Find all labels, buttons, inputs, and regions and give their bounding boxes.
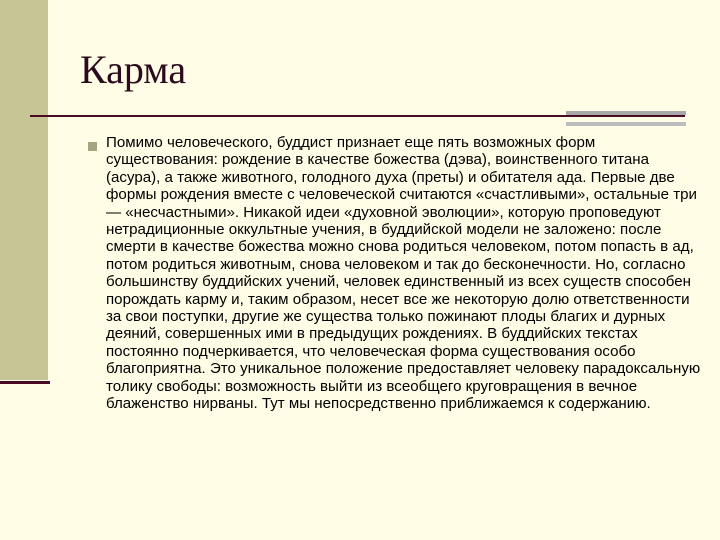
left-decorative-band	[0, 0, 48, 380]
slide-title: Карма	[80, 47, 187, 92]
divider-accent-bar	[566, 122, 686, 126]
divider-accent-bar	[626, 111, 686, 115]
bullet-square-icon	[88, 142, 97, 151]
slide-bullet-text: Помимо человеческого, буддист признает еще пять возможных форм существования: рождение в качестве божества (дэва), воинственного титана (асура), а также животного, голодного духа (преты) и обитателя ада. Первые две формы рождения вместе с человеческой считаются «счастливыми», остальные три — «несчастными». Никакой идеи «духовной эволюции», которую проповедуют нетрадиционные оккультные учения, в буддийской модели не заложено: после смерти в качестве божества можно снова родиться человеком, потом попасть в ад, потом родиться животным, снова человеком и так до бесконечности. Но, согласно большинству буддийских учений, человек единственный из всех существ способен порождать карму и, таким образом, несет все же некоторую долю ответственности за свои поступки, другие же существа только пожинают плоды благих и дурных деяний, совершенных ими в предыдущих рождениях. В буддийских текстах постоянно подчеркивается, что человеческая форма существования особо благоприятна. Это уникальное положение предоставляет человеку парадоксальную толику свободы: возможность выйти из всеобщего круговращения в вечное блаженство нирваны. Тут мы непосредственно приближаемся к содержанию.	[106, 134, 701, 413]
left-band-underline	[0, 381, 50, 384]
divider-accent-bar	[566, 111, 626, 115]
title-divider	[30, 115, 685, 117]
